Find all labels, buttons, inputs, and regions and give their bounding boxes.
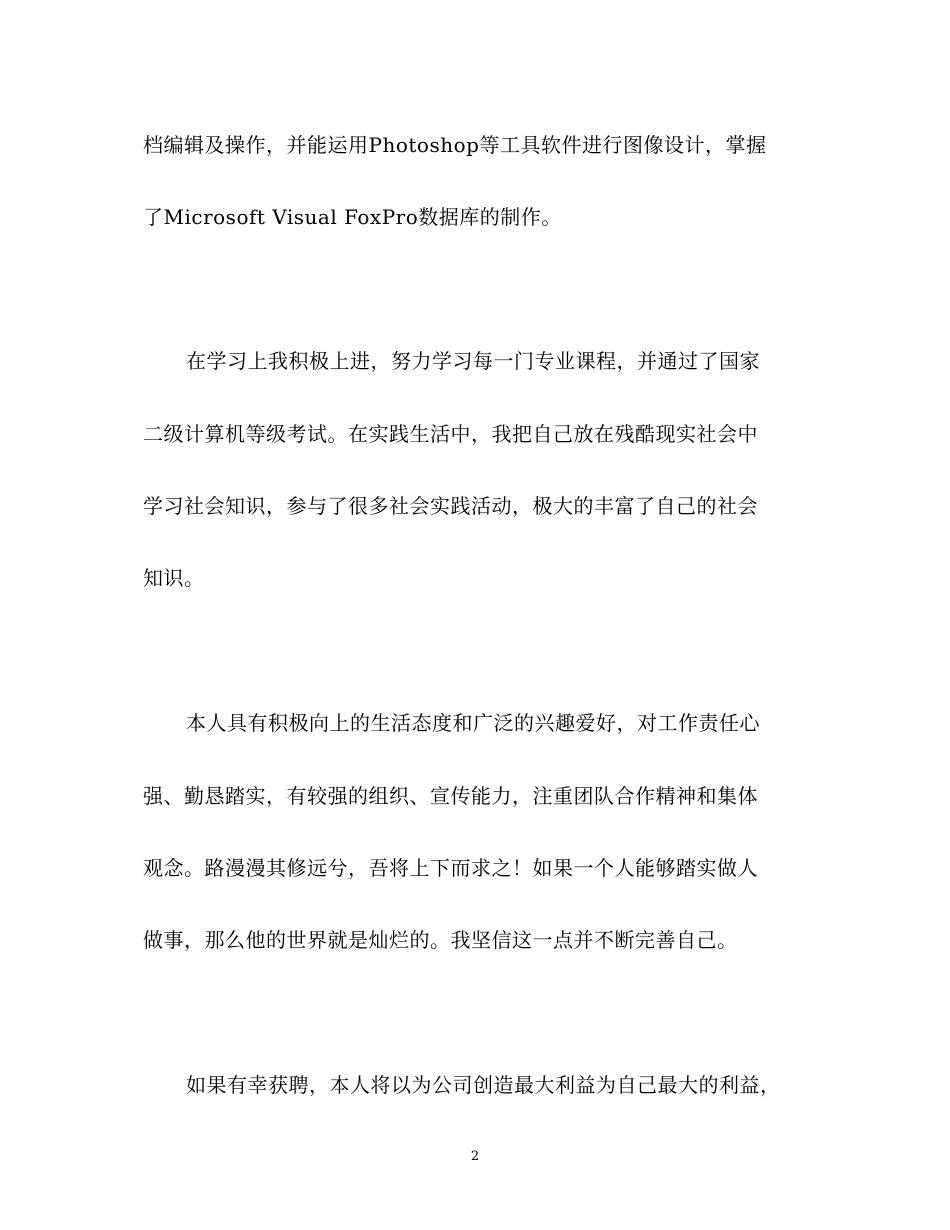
paragraph-line: 学习社会知识，参与了很多社会实践活动，极大的丰富了自己的社会	[143, 494, 758, 518]
paragraph-line: 本人具有积极向上的生活态度和广泛的兴趣爱好，对工作责任心	[186, 711, 760, 735]
paragraph-line: 做事，那么他的世界就是灿烂的。我坚信这一点并不断完善自己。	[143, 928, 738, 952]
paragraph-line: 档编辑及操作，并能运用Photoshop等工具软件进行图像设计，掌握	[143, 133, 767, 157]
page-number: 2	[470, 1149, 480, 1164]
paragraph-line: 二级计算机等级考试。在实践生活中，我把自己放在残酷现实社会中	[143, 422, 758, 446]
paragraph-line: 知识。	[143, 566, 205, 590]
paragraph-line: 了Microsoft Visual FoxPro数据库的制作。	[143, 205, 562, 229]
paragraph-line: 如果有幸获聘，本人将以为公司创造最大利益为自己最大的利益，	[186, 1073, 781, 1097]
paragraph-line: 观念。路漫漫其修远兮，吾将上下而求之！如果一个人能够踏实做人	[143, 856, 758, 880]
paragraph-line: 在学习上我积极上进，努力学习每一门专业课程，并通过了国家	[186, 349, 760, 373]
paragraph-line: 强、勤恳踏实，有较强的组织、宣传能力，注重团队合作精神和集体	[143, 784, 758, 808]
